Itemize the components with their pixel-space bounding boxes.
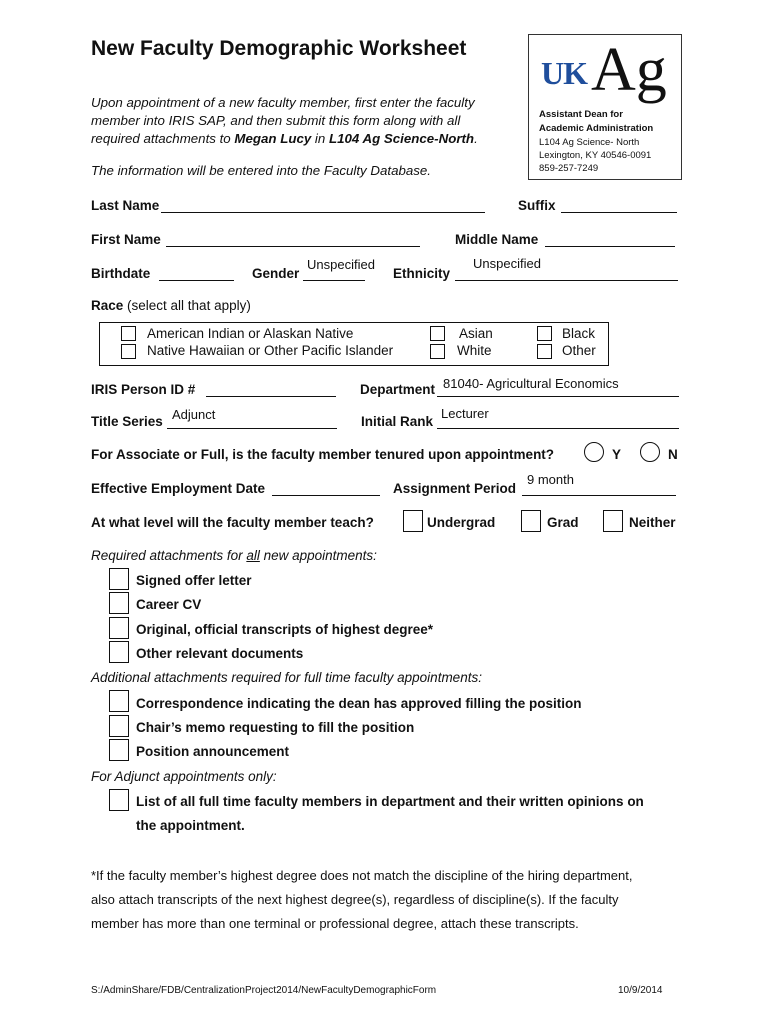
logo-line-3: L104 Ag Science- North: [539, 137, 640, 148]
race-other-checkbox[interactable]: [537, 344, 552, 359]
attach-transcripts-checkbox[interactable]: [109, 617, 129, 639]
attach-dean-correspondence-checkbox[interactable]: [109, 690, 129, 712]
attach-chair-memo-checkbox[interactable]: [109, 715, 129, 737]
teach-undergrad-checkbox[interactable]: [403, 510, 423, 532]
teach-grad-checkbox[interactable]: [521, 510, 541, 532]
title-series-label: Title Series: [91, 414, 163, 429]
logo-box: [528, 34, 682, 180]
attach-faculty-list-label-2: the appointment.: [136, 818, 245, 833]
tenure-no-radio[interactable]: [640, 442, 660, 462]
database-note: The information will be entered into the Faculty Database.: [91, 163, 431, 178]
attach-chair-memo-label: Chair’s memo requesting to fill the position: [136, 720, 415, 735]
suffix-field[interactable]: [561, 198, 677, 213]
tenure-no-label: N: [668, 447, 678, 462]
intro-end: .: [474, 131, 478, 146]
intro-text: Upon appointment of a new faculty member, first enter the faculty member into IRIS SAP, and then submit this form along with all required attachments to: [91, 95, 475, 146]
teach-undergrad-label: Undergrad: [427, 515, 496, 530]
attach-position-announcement-checkbox[interactable]: [109, 739, 129, 761]
birthdate-field[interactable]: [159, 266, 234, 281]
assignment-period-label: Assignment Period: [393, 481, 517, 496]
gender-value: Unspecified: [307, 257, 375, 272]
attach-career-cv-checkbox[interactable]: [109, 592, 129, 614]
teach-grad-label: Grad: [547, 515, 579, 530]
race-hawaiian-label: Native Hawaiian or Other Pacific Islander: [147, 343, 394, 358]
tenure-question: For Associate or Full, is the faculty member tenured upon appointment?: [91, 447, 555, 462]
race-black-label: Black: [562, 326, 596, 341]
race-american-indian-label: American Indian or Alaskan Native: [147, 326, 354, 341]
teach-neither-checkbox[interactable]: [603, 510, 623, 532]
department-label: Department: [360, 382, 436, 397]
footnote-line-1: *If the faculty member’s highest degree does not match the discipline of the hiring department,: [91, 868, 633, 883]
contact-name: Megan Lucy: [234, 131, 312, 146]
attachments-all-heading: [91, 548, 377, 563]
attach-career-cv-label: Career CV: [136, 597, 202, 612]
initial-rank-label: Initial Rank: [361, 414, 434, 429]
logo-line-4: Lexington, KY 40546-0091: [539, 150, 652, 161]
effective-date-field[interactable]: [272, 481, 380, 496]
footer-path: S:/AdminShare/FDB/CentralizationProject2014/NewFacultyDemographicForm: [91, 985, 437, 996]
assignment-period-value: 9 month: [527, 472, 574, 487]
race-american-indian-checkbox[interactable]: [121, 326, 136, 341]
race-asian-checkbox[interactable]: [430, 326, 445, 341]
attachments-adjunct-heading: For Adjunct appointments only:: [91, 769, 277, 784]
attachments-all-prefix: Required attachments for: [91, 548, 247, 563]
page-title: New Faculty Demographic Worksheet: [91, 37, 467, 60]
footnote-line-2: also attach transcripts of the next highest degree(s), regardless of discipline(s). If the faculty: [91, 892, 619, 907]
attachments-fulltime-heading: Additional attachments required for full time faculty appointments:: [91, 670, 482, 685]
ethnicity-label: Ethnicity: [393, 266, 451, 281]
race-asian-label: Asian: [459, 326, 493, 341]
first-name-field[interactable]: [166, 232, 420, 247]
attach-faculty-list-label-1: List of all full time faculty members in department and their written opinions on: [136, 794, 644, 809]
first-name-label: First Name: [91, 232, 161, 247]
iris-id-label: IRIS Person ID #: [91, 382, 196, 397]
middle-name-label: Middle Name: [455, 232, 539, 247]
attach-offer-letter-checkbox[interactable]: [109, 568, 129, 590]
attachments-all-suffix: new appointments:: [259, 548, 377, 563]
last-name-field[interactable]: [161, 198, 485, 213]
department-value: 81040- Agricultural Economics: [443, 376, 619, 391]
footer-date: 10/9/2014: [618, 985, 663, 996]
effective-date-label: Effective Employment Date: [91, 481, 266, 496]
iris-id-field[interactable]: [206, 382, 336, 397]
intro-paragraph: [91, 94, 511, 148]
tenure-yes-label: Y: [612, 447, 622, 462]
suffix-label: Suffix: [518, 198, 556, 213]
race-other-label: Other: [562, 343, 596, 358]
attach-other-docs-label: Other relevant documents: [136, 646, 304, 661]
attach-dean-correspondence-label: Correspondence indicating the dean has approved filling the position: [136, 696, 582, 711]
race-heading: [91, 298, 251, 313]
middle-name-field[interactable]: [545, 232, 675, 247]
intro-in: in: [311, 131, 329, 146]
teach-level-question: At what level will the faculty member teach?: [91, 515, 374, 530]
race-white-checkbox[interactable]: [430, 344, 445, 359]
birthdate-label: Birthdate: [91, 266, 151, 281]
logo-line-5: 859-257-7249: [539, 163, 599, 174]
footnote-line-3: member has more than one terminal or professional degree, attach these transcripts.: [91, 916, 579, 931]
race-white-label: White: [457, 343, 492, 358]
ethnicity-value: Unspecified: [473, 256, 541, 271]
attach-transcripts-label: Original, official transcripts of highest degree*: [136, 622, 434, 637]
teach-neither-label: Neither: [629, 515, 676, 530]
attachments-all-word: all: [246, 548, 260, 563]
attach-faculty-list-checkbox[interactable]: [109, 789, 129, 811]
ag-logo: Ag: [591, 36, 667, 104]
attach-position-announcement-label: Position announcement: [136, 744, 290, 759]
race-hint: (select all that apply): [123, 298, 251, 313]
contact-location: L104 Ag Science-North: [328, 131, 475, 146]
last-name-label: Last Name: [91, 198, 160, 213]
gender-label: Gender: [252, 266, 300, 281]
logo-line-2: Academic Administration: [539, 123, 654, 134]
race-black-checkbox[interactable]: [537, 326, 552, 341]
attach-offer-letter-label: Signed offer letter: [136, 573, 252, 588]
tenure-yes-radio[interactable]: [584, 442, 604, 462]
initial-rank-value: Lecturer: [441, 406, 489, 421]
attach-other-docs-checkbox[interactable]: [109, 641, 129, 663]
logo-line-1: Assistant Dean for: [539, 109, 623, 120]
uk-logo: UK: [541, 55, 587, 91]
race-hawaiian-checkbox[interactable]: [121, 344, 136, 359]
title-series-value: Adjunct: [172, 407, 216, 422]
race-label: Race: [91, 298, 124, 313]
